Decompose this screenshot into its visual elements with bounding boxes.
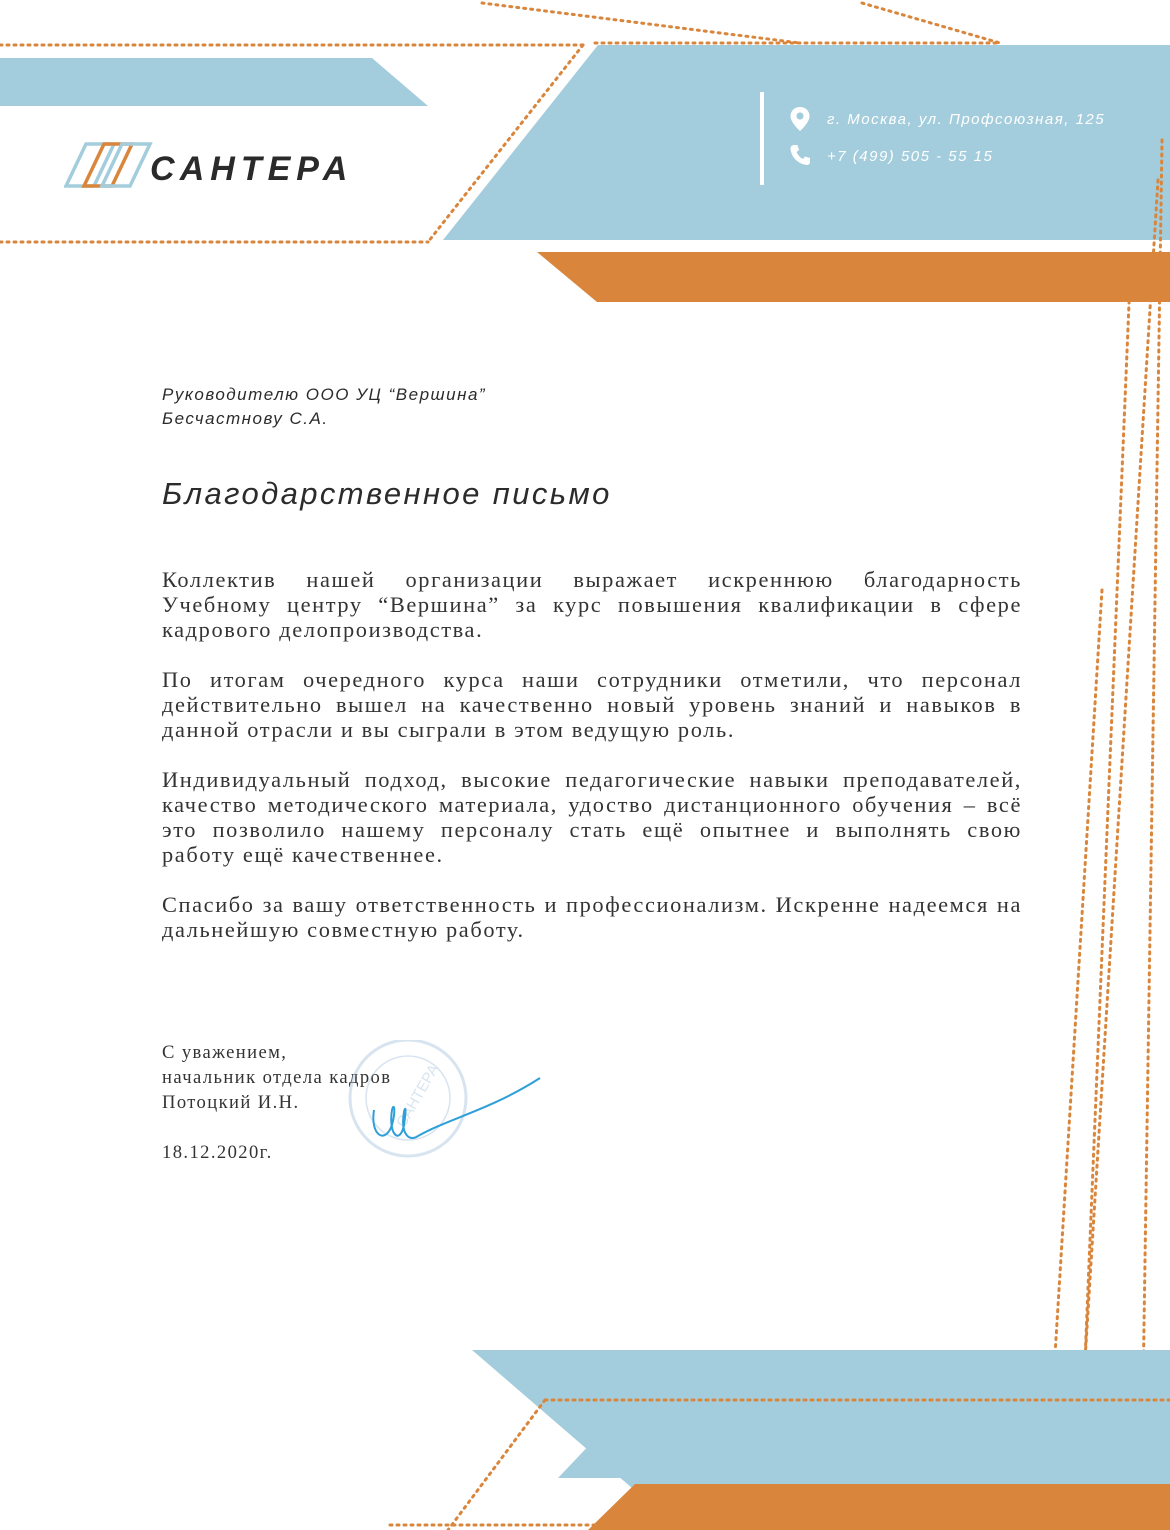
body-paragraph-4: Спасибо за вашу ответственность и профессионализм. Искренне надеемся на дальнейшую совместную работу. <box>162 892 1022 942</box>
closing-regards: С уважением, <box>162 1042 288 1063</box>
company-name: САНТЕРА <box>150 150 354 188</box>
header-blue-band-left <box>0 58 428 106</box>
location-pin-icon <box>790 107 810 131</box>
header-orange-band <box>537 252 1170 302</box>
footer-blue-band-fill <box>558 1398 1170 1478</box>
recipient-line-2: Бесчастнову С.А. <box>162 409 329 428</box>
body-paragraph-1: Коллектив нашей организации выражает искреннюю благодарность Учебному центру “Вершина” за курс повышения квалификации в сфере кадрового делопроизводства. <box>162 567 1022 642</box>
recipient-block <box>162 383 486 431</box>
signer-position: начальник отдела кадров <box>162 1067 392 1088</box>
letter-date: 18.12.2020г. <box>162 1142 273 1163</box>
body-paragraph-2: По итогам очередного курса наши сотрудники отметили, что персонал действительно вышел на качественно новый уровень знаний и навыков в данной отрасли и вы сыграли в этом ведущую роль. <box>162 667 1022 742</box>
footer-orange-band <box>588 1484 1170 1530</box>
company-stamp <box>350 1040 466 1156</box>
address-text: г. Москва, ул. Профсоюзная, 125 <box>827 110 1106 128</box>
dotted-lines-right <box>1055 140 1162 1530</box>
stamp-text: САНТЕРА <box>393 1061 443 1131</box>
contact-phone <box>790 143 993 169</box>
contact-address <box>790 106 1105 132</box>
contact-divider <box>760 92 764 185</box>
document-title: Благодарственное письмо <box>162 476 612 511</box>
body-paragraph-3: Индивидуальный подход, высокие педагогические навыки преподавателей, качество методического материала, удоство дистанционного обучения – всё это позволило нашему персоналу стать ещё опытнее и выполнять свою работу ещё качественнее. <box>162 767 1022 867</box>
signer-name: Потоцкий И.Н. <box>162 1092 300 1113</box>
stamp-and-signature <box>330 1040 600 1160</box>
phone-icon <box>790 144 810 168</box>
phone-text: +7 (499) 505 - 55 15 <box>827 147 994 165</box>
recipient-line-1: Руководителю ООО УЦ “Вершина” <box>162 385 487 404</box>
